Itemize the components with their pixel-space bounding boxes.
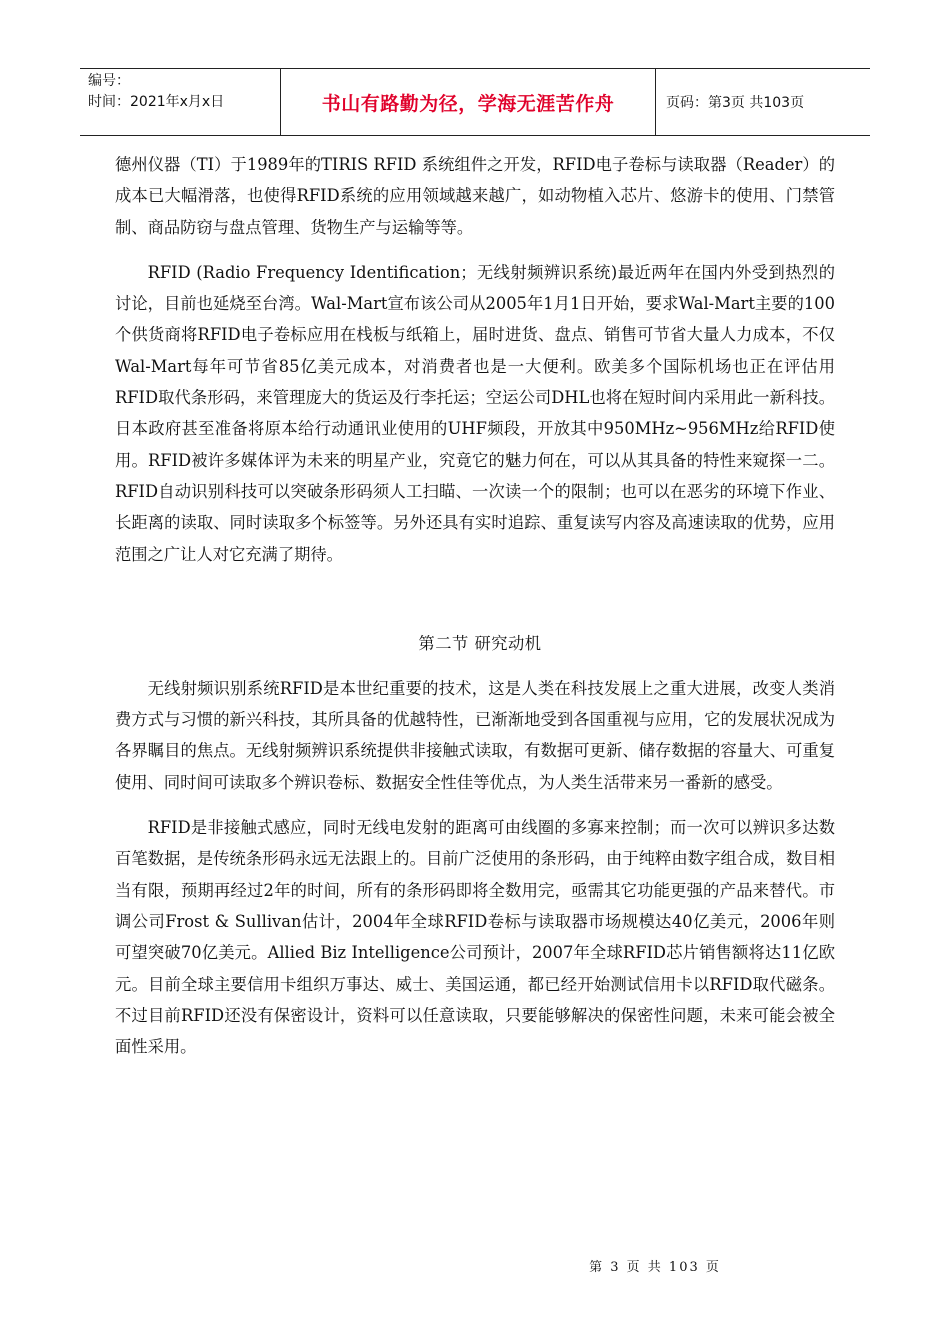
paragraph: 无线射频识别系统RFID是本世纪重要的技术，这是人类在科技发展上之重大进展，改变人类消费方式与习惯的新兴科技，其所具备的优越特性，已渐渐地受到各国重视与应用，它的发展状况成为各界瞩目的焦点。无线射频辨识系统提供非接触式读取，有数据可更新、储存数据的容量大、可重复使用、同时间可读取多个辨识卷标、数据安全性佳等优点，为人类生活带来另一番新的感受。 xyxy=(115,678,835,792)
document-body xyxy=(115,149,835,1062)
paragraph: RFID是非接触式感应，同时无线电发射的距离可由线圈的多寡来控制；而一次可以辨识多达数百笔数据，是传统条形码永远无法跟上的。目前广泛使用的条形码，由于纯粹由数字组合成，数目相当有限，预期再经过2年的时间，所有的条形码即将全数用完，亟需其它功能更强的产品来替代。市调公司Frost & Sullivan估计，2004年全球RFID卷标与读取器市场规模达40亿美元，2006年则可望突破70亿美元。Allied Biz Intelligence公司预计，2007年全球RFID芯片销售额将达11亿欧元。目前全球主要信用卡组织万事达、威士、美国运通，都已经开始测试信用卡以RFID取代磁条。不过目前RFID还没有保密设计，资料可以任意读取，只要能够解决的保密性问题，未来可能会被全面性采用。 xyxy=(115,818,835,1057)
header-meta xyxy=(80,69,280,135)
document-number-label: 编号： xyxy=(88,73,130,89)
header-motto: 书山有路勤为径，学海无涯苦作舟 xyxy=(280,69,656,135)
page-footer: 第 3 页 共 103 页 xyxy=(589,1260,721,1275)
header-page-info: 页码：第3页 共103页 xyxy=(666,95,805,111)
paragraph: 德州仪器（TI）于1989年的TIRIS RFID 系统组件之开发，RFID电子卷标与读取器（Reader）的成本已大幅滑落，也使得RFID系统的应用领域越来越广，如动物植入芯片、悠游卡的使用、门禁管制、商品防窃与盘点管理、货物生产与运输等等。 xyxy=(115,155,835,237)
paragraph: RFID (Radio Frequency Identification；无线射频辨识系统)最近两年在国内外受到热烈的讨论，目前也延烧至台湾。Wal-Mart宣布该公司从2005年1月1日开始，要求Wal-Mart主要的100个供货商将RFID电子卷标应用在栈板与纸箱上，届时进货、盘点、销售可节省大量人力成本，不仅Wal-Mart每年可节省85亿美元成本，对消费者也是一大便利。欧美多个国际机场也正在评估用RFID取代条形码，来管理庞大的货运及行李托运；空运公司DHL也将在短时间内采用此一新科技。日本政府甚至准备将原本给行动通讯业使用的UHF频段，开放其中950MHz~956MHz给RFID使用。RFID被许多媒体评为未来的明星产业，究竟它的魅力何在，可以从其具备的特性来窥探一二。RFID自动识别科技可以突破条形码须人工扫瞄、一次读一个的限制；也可以在恶劣的环境下作业、长距离的读取、同时读取多个标签等。另外还具有实时追踪、重复读写内容及高速读取的优势，应用范围之广让人对它充满了期待。 xyxy=(115,262,835,564)
page-header xyxy=(80,68,870,136)
section-title: 第二节 研究动机 xyxy=(418,633,542,653)
document-date: 时间：2021年x月x日 xyxy=(88,94,225,110)
